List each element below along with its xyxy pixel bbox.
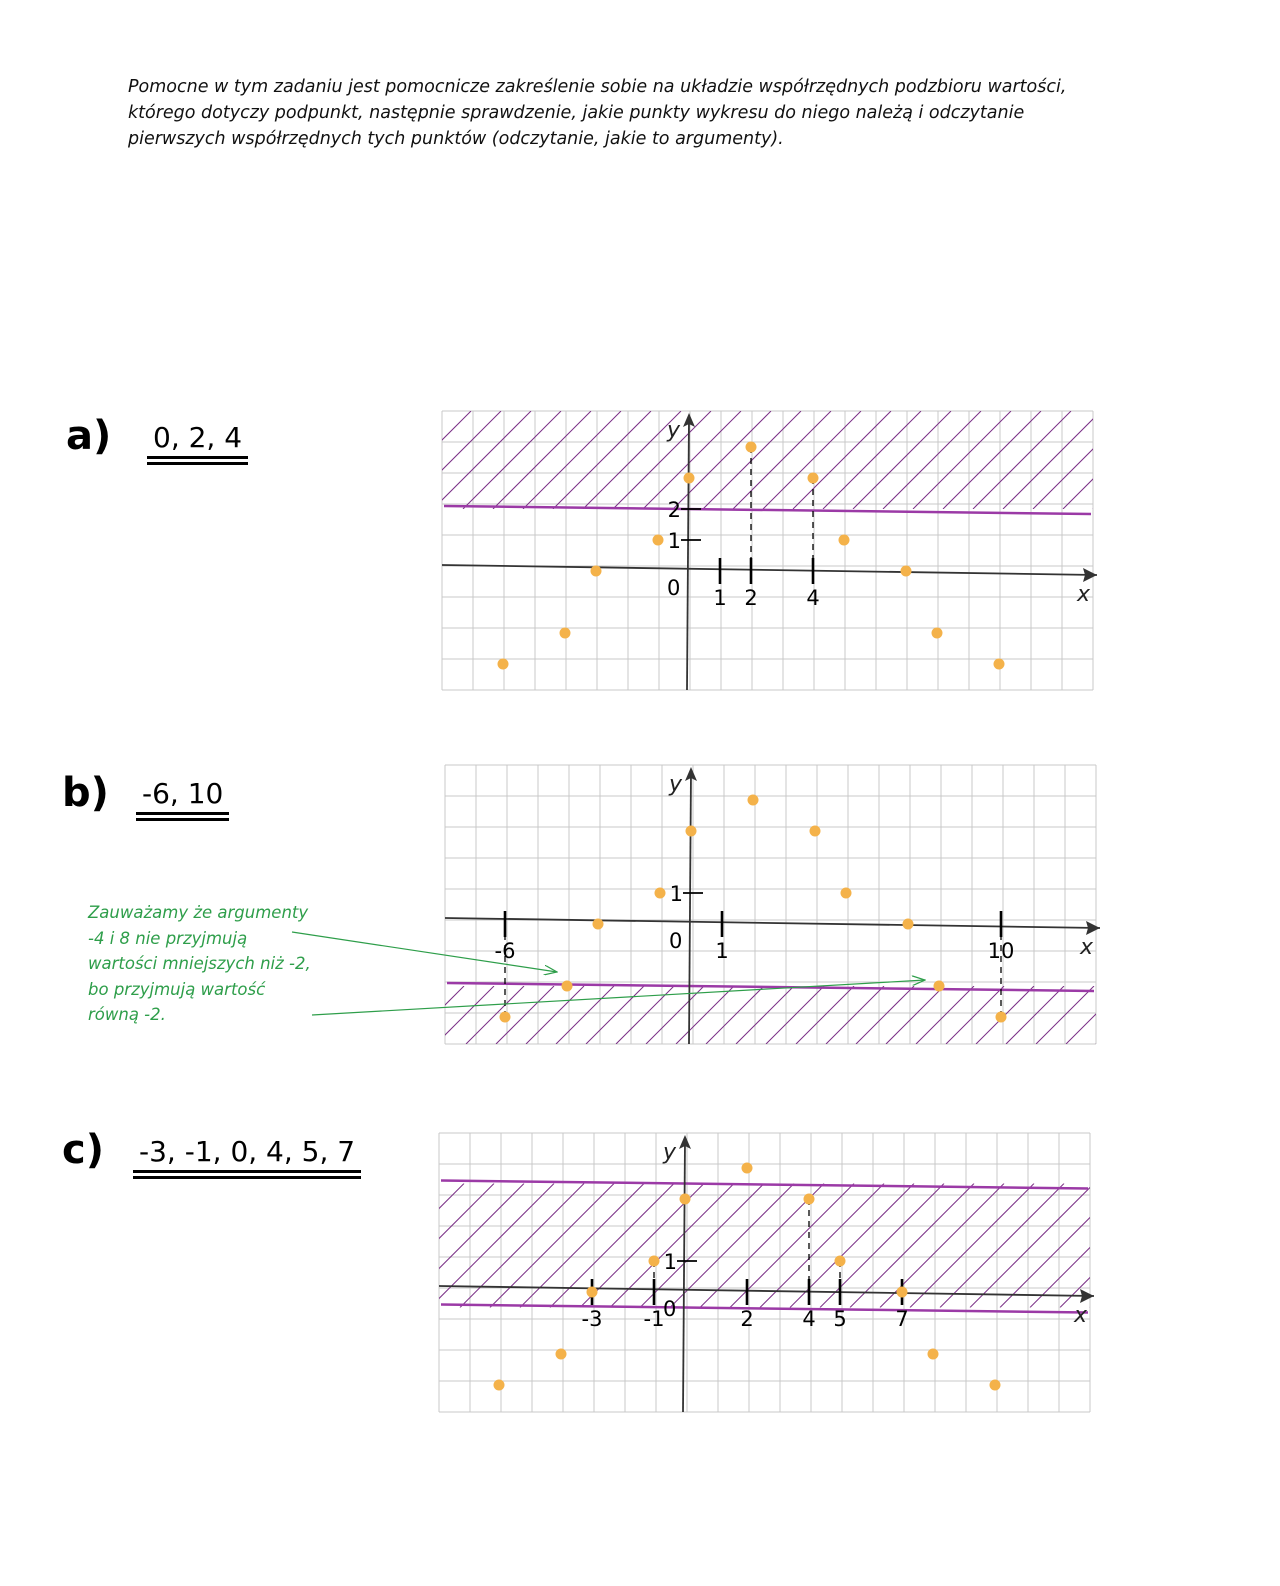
hatch-line <box>1210 1184 1280 1308</box>
hatch-line <box>853 411 951 509</box>
data-point <box>684 473 695 484</box>
hatch-line <box>1003 411 1101 509</box>
chart-a <box>163 411 1280 690</box>
x-axis-arrow <box>1080 1289 1094 1303</box>
hatch-line <box>1156 986 1214 1044</box>
hatch-line <box>1246 986 1280 1044</box>
hatch-line <box>1006 986 1064 1044</box>
data-point <box>990 1380 1001 1391</box>
hatch-line <box>856 986 914 1044</box>
data-point <box>494 1380 505 1391</box>
hatch-line <box>160 1184 284 1308</box>
part-c-answer-text: -3, -1, 0, 4, 5, 7 <box>133 1135 361 1173</box>
hatch-line <box>376 986 434 1044</box>
hatch-line <box>676 986 734 1044</box>
x-tick-label: 10 <box>987 939 1015 963</box>
hatch-line <box>1186 986 1244 1044</box>
hatch-line <box>1120 1184 1244 1308</box>
hatch-line <box>433 411 531 509</box>
hatch-line <box>913 411 1011 509</box>
hatch-line <box>886 986 944 1044</box>
data-point <box>587 1287 598 1298</box>
y-axis <box>689 771 691 1044</box>
boundary-line <box>441 1305 1088 1313</box>
data-point <box>748 795 759 806</box>
part-b-label: b) <box>62 770 109 816</box>
hatch-line <box>826 986 884 1044</box>
hatch-line <box>1063 411 1161 509</box>
arrow-to-point-minus4 <box>292 932 557 972</box>
y-tick-label: 2 <box>667 498 681 522</box>
hatch-line <box>256 986 314 1044</box>
data-point <box>680 1194 691 1205</box>
data-point <box>901 566 912 577</box>
y-tick-label: 1 <box>667 529 681 553</box>
part-b-answer-text: -6, 10 <box>136 777 229 815</box>
hatch-line <box>493 411 591 509</box>
data-point <box>994 659 1005 670</box>
x-axis-label: x <box>1080 935 1094 960</box>
boundary-line <box>444 506 1091 514</box>
hatch-line <box>250 1184 374 1308</box>
hatch-line <box>1240 1184 1280 1308</box>
data-point <box>742 1163 753 1174</box>
boundary-line <box>447 983 1094 991</box>
hatch-line <box>1000 1184 1124 1308</box>
data-point <box>928 1349 939 1360</box>
hatch-line <box>1216 986 1274 1044</box>
hatch-line <box>1123 411 1221 509</box>
hatch-line <box>220 1184 344 1308</box>
hatch-line <box>643 411 741 509</box>
hatch-line <box>1150 1184 1274 1308</box>
hatch-line <box>1093 411 1191 509</box>
hatch-line <box>946 986 1004 1044</box>
hatch-line <box>1213 411 1280 509</box>
hatch-line <box>526 986 584 1044</box>
boundary-line <box>441 1181 1088 1189</box>
hatch-line <box>346 986 404 1044</box>
hatch-line <box>463 411 561 509</box>
x-tick-label: -3 <box>581 1307 603 1331</box>
hatch-lines <box>166 986 1280 1044</box>
hatch-line <box>523 411 621 509</box>
hatch-line <box>403 411 501 509</box>
annotation-arrows <box>292 932 925 1015</box>
hatch-line <box>343 411 441 509</box>
hatch-line <box>166 986 224 1044</box>
hatch-line <box>1273 411 1280 509</box>
hatch-line <box>466 986 524 1044</box>
chart-b <box>166 765 1280 1044</box>
origin-label: 0 <box>663 1297 677 1321</box>
data-point <box>649 1256 660 1267</box>
hatch-line <box>1096 986 1154 1044</box>
hatch-line <box>283 411 381 509</box>
hatch-line <box>316 986 374 1044</box>
hatch-line <box>400 1184 524 1308</box>
hatch-line <box>1153 411 1251 509</box>
data-point <box>839 535 850 546</box>
part-c-label: c) <box>62 1127 104 1173</box>
hatch-line <box>910 1184 1034 1308</box>
hatch-line <box>196 986 254 1044</box>
y-axis-label: y <box>669 772 683 797</box>
hatch-line <box>883 411 981 509</box>
part-a-label: a) <box>66 413 112 459</box>
x-tick-label: 1 <box>715 939 729 963</box>
y-axis <box>687 417 689 690</box>
x-axis-arrow <box>1086 921 1100 935</box>
hatch-line <box>1030 1184 1154 1308</box>
data-point <box>903 919 914 930</box>
hatch-line <box>310 1184 434 1308</box>
intro-text: Pomocne w tym zadaniu jest pomocnicze zakreślenie sobie na układzie współrzędnych podzbioru wartości, którego dotyczy podpunkt, następnie sprawdzenie, jakie punkty wykresu do niego należą i odczytanie pierwszych współrzędnych tych punktów (odczytanie, jakie to argumenty). <box>128 77 1067 149</box>
chart-c <box>160 1133 1280 1412</box>
y-axis-label: y <box>663 1140 677 1165</box>
hatch-line <box>733 411 831 509</box>
data-point <box>810 826 821 837</box>
x-tick-label: 4 <box>802 1307 816 1331</box>
data-point <box>593 919 604 930</box>
data-point <box>996 1012 1007 1023</box>
hatch-line <box>1180 1184 1280 1308</box>
data-point <box>932 628 943 639</box>
data-point <box>560 628 571 639</box>
hatch-line <box>760 1184 884 1308</box>
x-tick-label: 2 <box>744 586 758 610</box>
hatch-line <box>553 411 651 509</box>
hatch-line <box>973 411 1071 509</box>
hatch-line <box>823 411 921 509</box>
hatch-line <box>1276 986 1280 1044</box>
hatch-line <box>943 411 1041 509</box>
data-point <box>591 566 602 577</box>
data-point <box>897 1287 908 1298</box>
hatch-line <box>370 1184 494 1308</box>
hatch-line <box>373 411 471 509</box>
hatch-line <box>190 1184 314 1308</box>
data-point <box>498 659 509 670</box>
x-tick-label: 4 <box>806 586 820 610</box>
green-annotation-note: Zauważamy że argumenty -4 i 8 nie przyjmują wartości mniejszych niż -2, bo przyjmują wartość równą -2. <box>88 903 311 1024</box>
data-point <box>653 535 664 546</box>
data-point <box>841 888 852 899</box>
data-point <box>500 1012 511 1023</box>
hatch-line <box>280 1184 404 1308</box>
origin-label: 0 <box>667 576 681 600</box>
hatch-line <box>1090 1184 1214 1308</box>
hatch-line <box>1243 411 1280 509</box>
hatch-line <box>1126 986 1184 1044</box>
data-point <box>835 1256 846 1267</box>
hatch-line <box>916 986 974 1044</box>
data-point <box>686 826 697 837</box>
x-axis-arrow <box>1083 568 1097 582</box>
hatch-line <box>970 1184 1094 1308</box>
x-tick-label: 5 <box>833 1307 847 1331</box>
hatch-line <box>556 986 614 1044</box>
hatch-line <box>1033 411 1131 509</box>
data-point <box>804 1194 815 1205</box>
y-axis <box>683 1139 685 1412</box>
hatch-line <box>850 1184 974 1308</box>
part-a-answer-text: 0, 2, 4 <box>147 421 248 459</box>
data-point <box>746 442 757 453</box>
hatch-line <box>193 411 291 509</box>
hatch-line <box>406 986 464 1044</box>
data-point <box>562 981 573 992</box>
hatch-line <box>820 1184 944 1308</box>
hatch-line <box>223 411 321 509</box>
x-tick-label: 7 <box>895 1307 909 1331</box>
x-tick-label: -1 <box>643 1307 665 1331</box>
y-tick-label: 1 <box>669 882 683 906</box>
hatch-line <box>940 1184 1064 1308</box>
data-point <box>655 888 666 899</box>
x-axis-label: x <box>1077 582 1091 607</box>
data-point <box>556 1349 567 1360</box>
hatch-line <box>586 986 644 1044</box>
hatch-lines <box>160 1184 1280 1308</box>
shaded-region <box>160 1184 1280 1308</box>
y-axis-label: y <box>667 418 681 443</box>
data-point <box>808 473 819 484</box>
shaded-region <box>166 986 1280 1044</box>
hatch-line <box>460 1184 584 1308</box>
hatch-line <box>763 411 861 509</box>
hatch-line <box>253 411 351 509</box>
x-tick-label: -6 <box>494 939 516 963</box>
hatch-line <box>163 411 261 509</box>
hatch-line <box>796 986 854 1044</box>
x-axis-label: x <box>1074 1303 1088 1328</box>
hatch-line <box>1060 1184 1184 1308</box>
y-tick-label: 1 <box>663 1250 677 1274</box>
hatch-line <box>313 411 411 509</box>
hatch-line <box>340 1184 464 1308</box>
hatch-line <box>430 1184 554 1308</box>
x-tick-label: 1 <box>713 586 727 610</box>
origin-label: 0 <box>669 929 683 953</box>
data-point <box>934 981 945 992</box>
hatch-line <box>736 986 794 1044</box>
grid <box>442 411 1093 690</box>
hatch-line <box>766 986 824 1044</box>
x-tick-label: 2 <box>740 1307 754 1331</box>
hatch-line <box>1270 1184 1280 1308</box>
hatch-line <box>1183 411 1280 509</box>
hatch-line <box>1066 986 1124 1044</box>
hatch-line <box>226 986 284 1044</box>
